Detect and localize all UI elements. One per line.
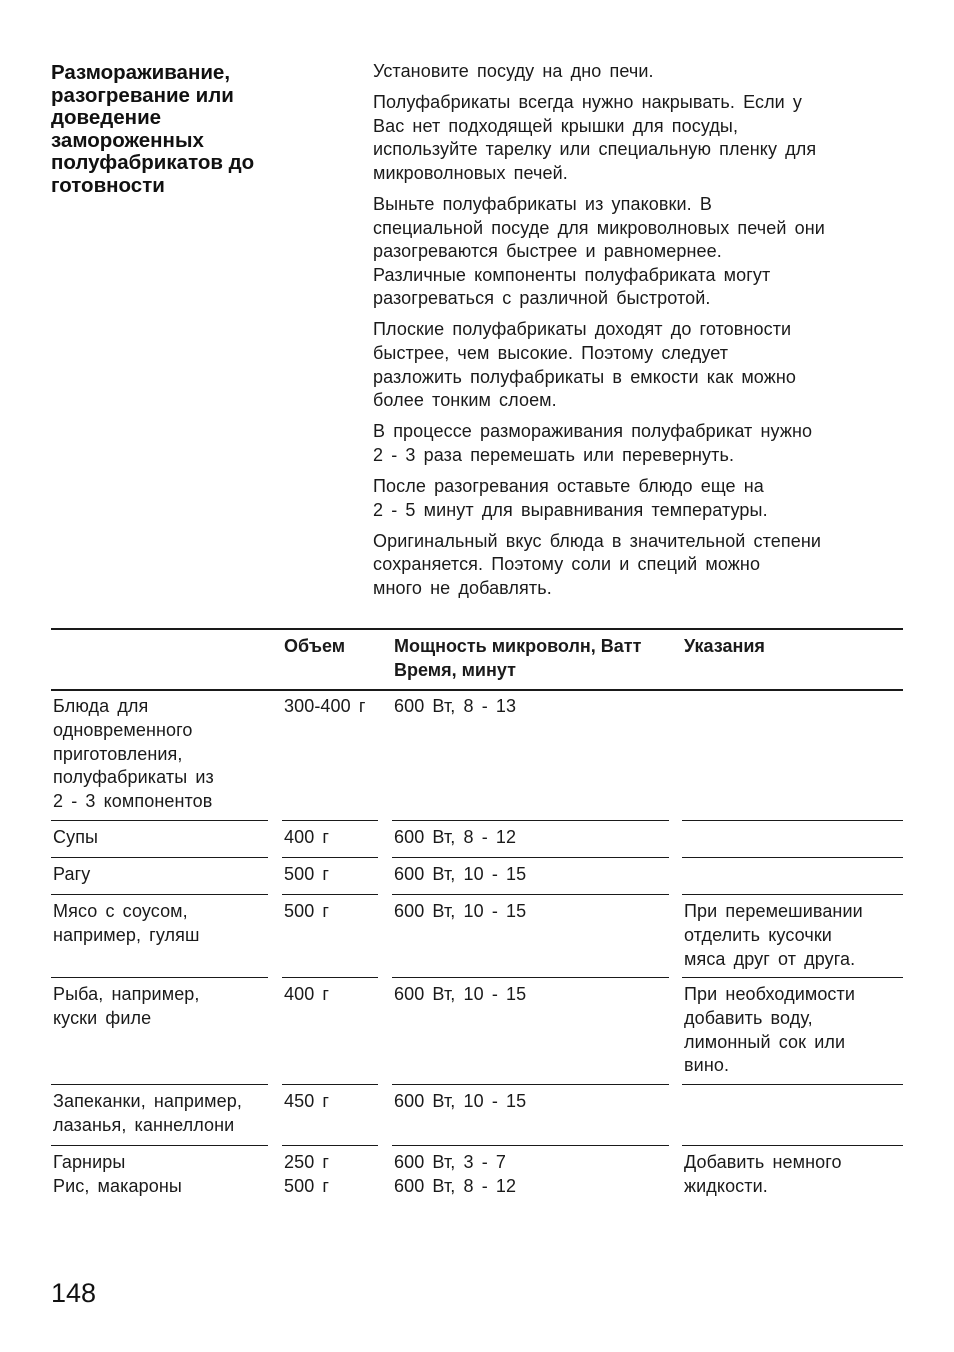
text-line: Выньте полуфабрикаты из упаковки. В	[373, 193, 712, 214]
row-divider	[51, 977, 268, 978]
text-line: 2 - 5 минут для выравнивания температуры.	[373, 499, 768, 520]
text-line: Полуфабрикаты всегда нужно накрывать. Если у	[373, 92, 803, 113]
row-divider	[51, 820, 268, 821]
table-row-dish: Рагу	[53, 864, 91, 884]
row-divider	[51, 1145, 268, 1146]
paragraph	[373, 420, 913, 467]
table-row-power: 600 Вт, 10 - 15	[394, 864, 527, 884]
paragraph	[373, 475, 913, 522]
heading-line: полуфабрикатов до	[51, 151, 255, 175]
row-divider	[392, 1145, 669, 1146]
table-row-volume: 400 г	[284, 827, 330, 847]
row-divider	[282, 977, 378, 978]
text-line: Оригинальный вкус блюда в значительной степени	[373, 530, 822, 551]
text-line: 2 - 3 раза перемешать или перевернуть.	[373, 444, 735, 465]
row-divider	[392, 1084, 669, 1085]
text-line: разогреваются быстрее и равномернее.	[373, 241, 722, 262]
text-line: разложить полуфабрикаты в емкости как можно	[373, 366, 796, 387]
row-divider	[392, 857, 669, 858]
table-header-rule	[51, 689, 903, 691]
text-line: Плоские полуфабрикаты доходят до готовности	[373, 319, 792, 340]
row-divider	[51, 1084, 268, 1085]
paragraph	[373, 318, 913, 412]
row-divider	[51, 857, 268, 858]
table-row-volume: 500 г	[284, 901, 330, 921]
table-row-dish: Гарниры Рис, макароны	[53, 1152, 182, 1196]
text-line: разогреваться с различной быстротой.	[373, 288, 711, 309]
table-top-rule	[51, 628, 903, 630]
table-row-dish: Запеканки, например, лазанья, каннеллони	[53, 1091, 242, 1135]
table-row-volume: 500 г	[284, 864, 330, 884]
table-row-dish: Рыба, например, куски филе	[53, 984, 200, 1028]
table-row-dish: Блюда для одновременного приготовления, полуфабрикаты из 2 - 3 компонентов	[53, 696, 214, 812]
intro-text	[373, 60, 913, 608]
table-row-volume: 250 г 500 г	[284, 1152, 330, 1196]
heading-line: Размораживание,	[51, 61, 231, 84]
table-row-dish: Мясо с соусом, например, гуляш	[53, 901, 200, 945]
row-divider	[682, 1084, 903, 1085]
table-row-volume: 300-400 г	[284, 696, 366, 716]
table-row-power: 600 Вт, 3 - 7 600 Вт, 8 - 12	[394, 1152, 517, 1196]
text-line: В процессе размораживания полуфабрикат нужно	[373, 421, 813, 442]
text-line: После разогревания оставьте блюдо еще на	[373, 476, 764, 496]
text-line: Различные компоненты полуфабриката могут	[373, 264, 771, 285]
table-row-notes: При необходимости добавить воду, лимонный сок или вино.	[684, 984, 856, 1076]
table-row-power: 600 Вт, 10 - 15	[394, 901, 527, 921]
row-divider	[682, 977, 903, 978]
table-row-power: 600 Вт, 8 - 13	[394, 696, 517, 716]
text-line: используйте тарелку или специальную пленку для	[373, 139, 817, 160]
row-divider	[682, 820, 903, 821]
section-heading	[51, 62, 351, 198]
header-notes: Указания	[684, 636, 765, 656]
table-row-notes: При перемешивании отделить кусочки мяса друг от друга.	[684, 901, 863, 969]
row-divider	[282, 894, 378, 895]
paragraph	[373, 91, 913, 185]
row-divider	[392, 977, 669, 978]
table-row-dish: Супы	[53, 827, 99, 847]
row-divider	[282, 1084, 378, 1085]
row-divider	[682, 857, 903, 858]
row-divider	[392, 894, 669, 895]
paragraph	[373, 60, 913, 84]
table-row-volume: 400 г	[284, 984, 330, 1004]
text-line: специальной посуде для микроволновых печей они	[373, 217, 825, 238]
row-divider	[682, 1145, 903, 1146]
text-line: более тонким слоем.	[373, 390, 557, 411]
page-number: 148	[51, 1278, 97, 1308]
row-divider	[282, 1145, 378, 1146]
table-row-power: 600 Вт, 10 - 15	[394, 984, 527, 1004]
heading-line: готовности	[51, 173, 165, 197]
table-row-notes: Добавить немного жидкости.	[684, 1152, 842, 1196]
text-line: много не добавлять.	[373, 577, 552, 598]
header-time: Время, минут	[394, 660, 516, 680]
heading-line: разогревание или	[51, 83, 234, 107]
text-line: сохраняется. Поэтому соли и специй можно	[373, 554, 761, 575]
text-line: быстрее, чем высокие. Поэтому следует	[373, 343, 729, 364]
paragraph	[373, 193, 913, 311]
row-divider	[392, 820, 669, 821]
header-power: Мощность микроволн, Ватт	[394, 636, 642, 656]
row-divider	[51, 894, 268, 895]
text-line: Вас нет подходящей крышки для посуды,	[373, 115, 739, 136]
row-divider	[282, 857, 378, 858]
table-row-power: 600 Вт, 10 - 15	[394, 1091, 527, 1111]
paragraph	[373, 530, 913, 601]
row-divider	[282, 820, 378, 821]
table-row-volume: 450 г	[284, 1091, 330, 1111]
header-volume: Объем	[284, 636, 346, 656]
table-row-power: 600 Вт, 8 - 12	[394, 827, 517, 847]
text-line: микроволновых печей.	[373, 162, 568, 183]
heading-line: доведение	[51, 106, 162, 130]
row-divider	[682, 894, 903, 895]
heading-line: замороженных	[51, 128, 204, 152]
text-line: Установите посуду на дно печи.	[373, 61, 654, 81]
